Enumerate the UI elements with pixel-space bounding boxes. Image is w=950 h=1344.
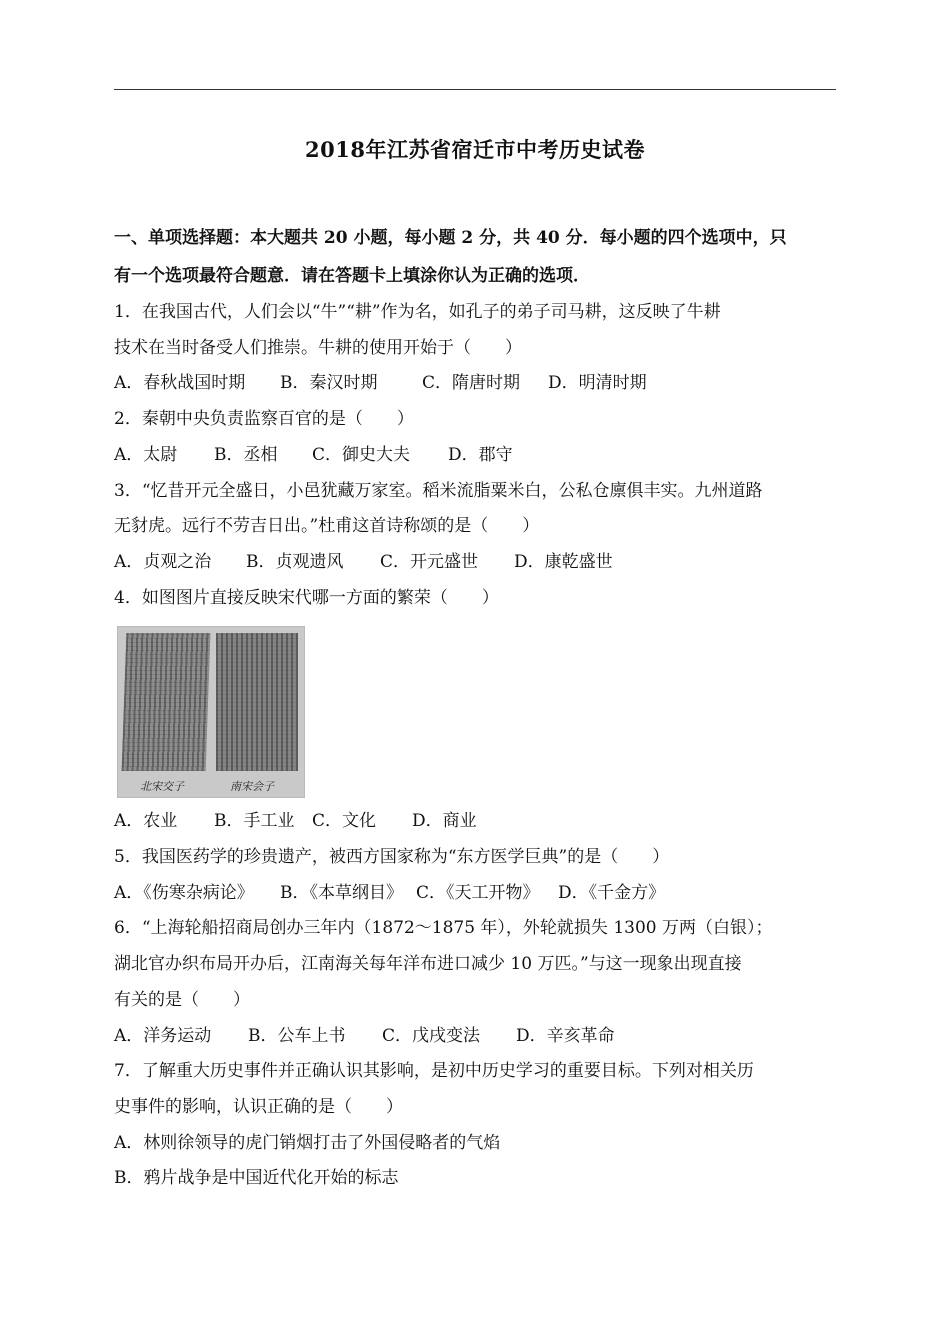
question-text: 4．如图图片直接反映宋代哪一方面的繁荣（ ） <box>114 587 499 608</box>
jiaozi-banknote <box>122 633 211 771</box>
question-7 <box>114 1054 844 1197</box>
question-text: 有关的是（ ） <box>114 989 250 1010</box>
option-c: C．文化 <box>312 811 377 832</box>
option-d: D．明清时期 <box>548 373 647 394</box>
option-a: A．太尉 <box>114 444 178 465</box>
huizi-banknote <box>216 633 298 771</box>
option-b: B．贞观遗风 <box>246 551 344 572</box>
question-2 <box>114 402 844 473</box>
question-6 <box>114 911 844 1054</box>
options-row <box>114 366 844 402</box>
question-4 <box>114 581 844 840</box>
option-b: B．丞相 <box>214 444 278 465</box>
option-d: D．康乾盛世 <box>514 551 613 572</box>
section-instructions <box>114 219 844 295</box>
option-a: A．洋务运动 <box>114 1025 212 1046</box>
options-row <box>114 438 844 474</box>
question-text: 3．“忆昔开元全盛日，小邑犹藏万家室。稻米流脂粟米白，公私仓廪俱丰实。九州道路 <box>114 480 763 501</box>
option-a: A．林则徐领导的虎门销烟打击了外国侵略者的气焰 <box>114 1132 501 1153</box>
header-rule <box>114 89 836 90</box>
option-a: A．春秋战国时期 <box>114 373 246 394</box>
option-a: A．农业 <box>114 811 178 832</box>
question-text: 5．我国医药学的珍贵遗产，被西方国家称为“东方医学巨典”的是（ ） <box>114 847 670 868</box>
question-text: 7．了解重大历史事件并正确认识其影响，是初中历史学习的重要目标。下列对相关历 <box>114 1061 754 1082</box>
option-b: B．鸦片战争是中国近代化开始的标志 <box>114 1168 399 1189</box>
option-d: D．商业 <box>412 811 477 832</box>
options-row <box>114 876 844 912</box>
question-5 <box>114 840 844 911</box>
option-b: B．手工业 <box>214 811 295 832</box>
question-text: 湖北官办织布局开办后，江南海关每年洋布进口减少 10 万匹。”与这一现象出现直接 <box>114 954 742 975</box>
option-b: B．《本草纲目》 <box>280 882 403 903</box>
page-title: 2018年江苏省宿迁市中考历史试卷 <box>305 137 645 162</box>
option-b: B．公车上书 <box>248 1025 346 1046</box>
section-line-2: 有一个选项最符合题意．请在答题卡上填涂你认为正确的选项． <box>114 266 590 286</box>
option-c: C．戊戌变法 <box>382 1025 481 1046</box>
question-text: 史事件的影响，认识正确的是（ ） <box>114 1096 403 1117</box>
option-d: D．辛亥革命 <box>516 1025 615 1046</box>
option-c: C．《天工开物》 <box>416 882 540 903</box>
option-c: C．隋唐时期 <box>422 373 521 394</box>
question-text: 技术在当时备受人们推崇。牛耕的使用开始于（ ） <box>114 337 522 358</box>
section-line-1: 一、单项选择题：本大题共 20 小题，每小题 2 分，共 40 分．每小题的四个选项中，只 <box>114 228 787 248</box>
image-caption: 北宋交子 <box>140 780 184 794</box>
option-d: D．《千金方》 <box>558 882 666 903</box>
question-text: 无豺虎。远行不劳吉日出。”杜甫这首诗称颂的是（ ） <box>114 516 540 537</box>
option-b: B．秦汉时期 <box>280 373 378 394</box>
question-1 <box>114 295 844 402</box>
option-d: D．郡守 <box>448 444 513 465</box>
options-row <box>114 804 844 840</box>
question-3 <box>114 474 844 581</box>
question-text: 1．在我国古代，人们会以“牛”“耕”作为名，如孔子的弟子司马耕，这反映了牛耕 <box>114 302 721 322</box>
question-text: 2．秦朝中央负责监察百官的是（ ） <box>114 409 414 430</box>
song-paper-money-image <box>117 626 305 798</box>
options-row <box>114 1019 844 1055</box>
options-row <box>114 545 844 581</box>
option-c: C．御史大夫 <box>312 444 411 465</box>
question-text: 6．“上海轮船招商局创办三年内（1872～1875 年），外轮就损失 1300 万两（白银）； <box>114 918 773 939</box>
option-a: A．《伤寒杂病论》 <box>114 882 254 903</box>
option-c: C．开元盛世 <box>380 551 479 572</box>
option-a: A．贞观之治 <box>114 551 212 572</box>
image-caption: 南宋会子 <box>230 780 274 794</box>
exam-body <box>114 219 844 1197</box>
